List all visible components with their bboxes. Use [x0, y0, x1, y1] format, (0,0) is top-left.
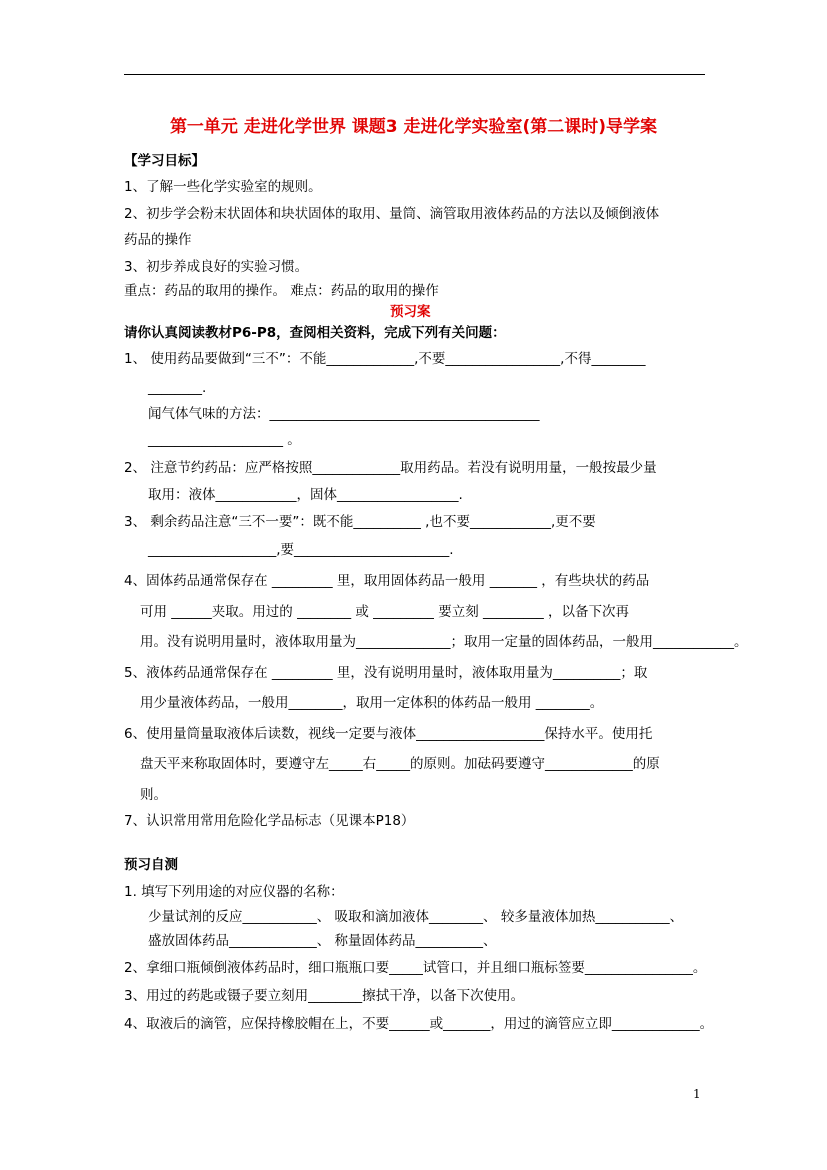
question-1c: 闻气体气味的方法：________________________________________: [148, 406, 540, 422]
goal-item-3: 3、初步养成良好的实验习惯。: [124, 259, 309, 275]
question-2b: 取用：液体____________，固体__________________.: [148, 487, 463, 503]
question-4b: 可用 ______夹取。用过的 ________ 或 _________ 要立刻 _________ ，以备下次再: [140, 604, 630, 620]
selftest-question-1a: 少量试剂的反应___________、 吸取和滴加液体________、 较多量液体加热___________、: [148, 909, 684, 925]
question-3a: 3、 剩余药品注意“三不一要”：既不能__________ ,也不要____________,更不要: [124, 514, 596, 530]
question-5b: 用少量液体药品，一般用________，取用一定体积的体药品一般用 ________。: [140, 695, 604, 711]
selftest-question-4: 4、取液后的滴管，应保持橡胶帽在上，不要______或_______，用过的滴管应立即_____________。: [124, 1016, 714, 1032]
question-4a: 4、固体药品通常保存在 _________ 里，取用固体药品一般用 _______ ，有些块状的药品: [124, 573, 650, 589]
question-6b: 盘天平来称取固体时，要遵守左_____右_____的原则。加砝码要遵守_____________的原: [140, 756, 660, 772]
question-4c: 用。没有说明用量时，液体取用量为______________；取用一定量的固体药品，一般用____________。: [140, 634, 748, 650]
goals-heading: 【学习目标】: [124, 153, 205, 169]
key-points: 重点：药品的取用的操作。 难点：药品的取用的操作: [124, 283, 439, 299]
selftest-heading: 预习自测: [124, 857, 178, 873]
selftest-question-1: 1. 填写下列用途的对应仪器的名称：: [124, 884, 344, 900]
question-5a: 5、液体药品通常保存在 _________ 里，没有说明用量时，液体取用量为__________；取: [124, 665, 648, 681]
question-6c: 则。: [140, 787, 167, 803]
preview-heading: 预习案: [390, 304, 431, 320]
goal-item-2b: 药品的操作: [124, 232, 192, 248]
selftest-question-3: 3、用过的药匙或镊子要立刻用________擦拭干净，以备下次使用。: [124, 988, 525, 1004]
question-3b: ___________________,要_______________________.: [148, 542, 454, 558]
goal-item-2a: 2、初步学会粉末状固体和块状固体的取用、量筒、滴管取用液体药品的方法以及倾倒液体: [124, 206, 660, 222]
page-title: 第一单元 走进化学世界 课题3 走进化学实验室(第二课时)导学案: [169, 117, 658, 137]
question-1b: ________.: [148, 380, 207, 396]
question-1a: 1、 使用药品要做到“三不”：不能_____________,不要_________________,不得________: [124, 351, 646, 367]
question-2a: 2、 注意节约药品：应严格按照_____________取用药品。若没有说明用量，一般按最少量: [124, 460, 657, 476]
question-1d: ____________________ 。: [148, 432, 301, 448]
header-rule: [124, 74, 705, 75]
question-7: 7、认识常用常用危险化学品标志（见课本P18）: [124, 813, 415, 829]
goal-item-1: 1、了解一些化学实验室的规则。: [124, 179, 322, 195]
selftest-question-2: 2、拿细口瓶倾倒液体药品时，细口瓶瓶口要_____试管口，并且细口瓶标签要________________。: [124, 960, 707, 976]
selftest-question-1b: 盛放固体药品_____________、 称量固体药品__________、: [148, 933, 497, 949]
preview-instruction: 请你认真阅读教材P6-P8，查阅相关资料，完成下列有关问题：: [124, 325, 506, 341]
question-6a: 6、使用量筒量取液体后读数，视线一定要与液体___________________保持水平。使用托: [124, 726, 653, 742]
page-number: 1: [693, 1087, 701, 1101]
